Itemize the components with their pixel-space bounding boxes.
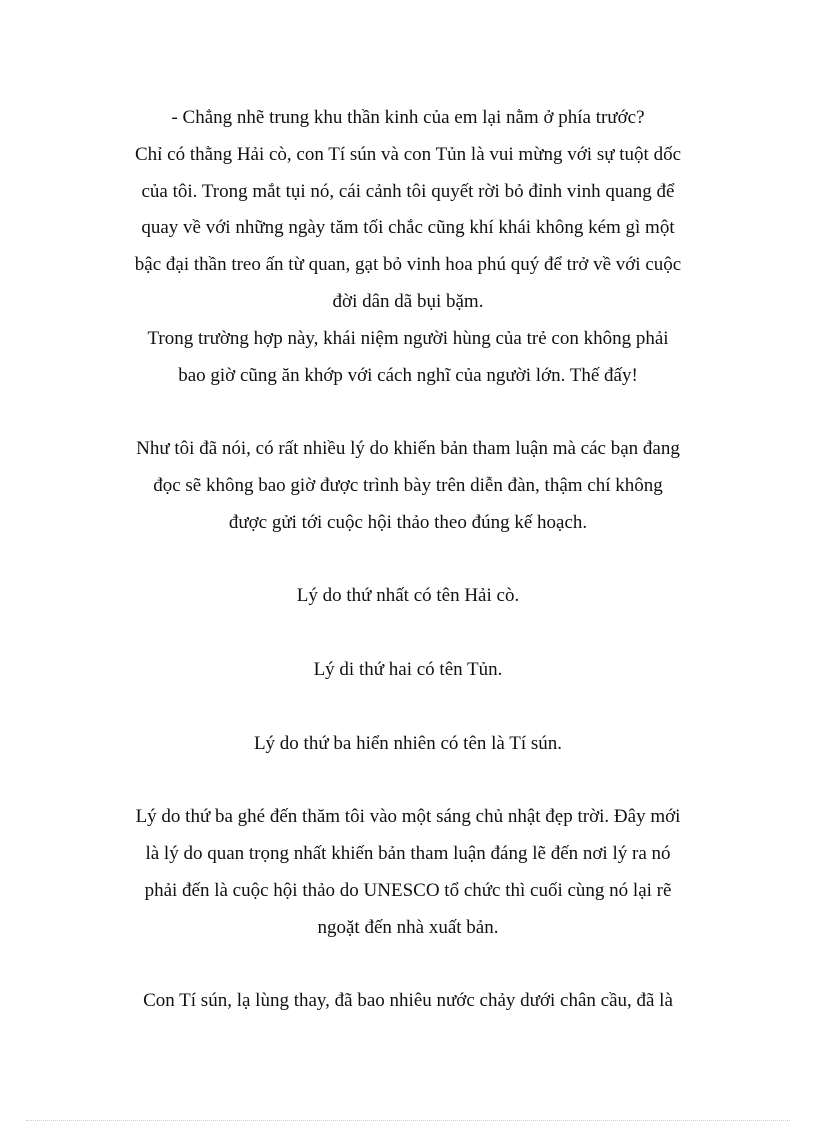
text-line: đời dân dã bụi bặm. bbox=[332, 290, 484, 312]
paragraph bbox=[100, 100, 716, 394]
paragraph bbox=[100, 726, 716, 763]
text-line: Lý do thứ ba ghé đến thăm tôi vào một sáng chủ nhật đẹp trời. Đây mới bbox=[135, 806, 681, 828]
paragraph bbox=[100, 652, 716, 689]
paragraph-gap bbox=[100, 615, 716, 652]
page-bottom-dotted-rule bbox=[26, 1120, 790, 1121]
text-line: Như tôi đã nói, có rất nhiều lý do khiến bản tham luận mà các bạn đang bbox=[136, 438, 680, 460]
paragraph bbox=[100, 983, 716, 1020]
paragraph-gap bbox=[100, 946, 716, 983]
text-line: Lý di thứ hai có tên Tủn. bbox=[313, 658, 503, 680]
text-line: - Chẳng nhẽ trung khu thần kinh của em lại nằm ở phía trước? bbox=[171, 107, 645, 128]
text-line: Lý do thứ nhất có tên Hải cò. bbox=[296, 585, 520, 607]
text-line: đọc sẽ không bao giờ được trình bày trên diễn đàn, thậm chí không bbox=[153, 474, 663, 496]
text-line: của tôi. Trong mắt tụi nó, cái cảnh tôi quyết rời bỏ đỉnh vinh quang để bbox=[141, 180, 675, 202]
paragraph bbox=[100, 431, 716, 541]
text-line: bao giờ cũng ăn khớp với cách nghĩ của người lớn. Thế đấy! bbox=[178, 364, 638, 386]
paragraph-gap bbox=[100, 689, 716, 726]
text-line: phải đến là cuộc hội thảo do UNESCO tổ chức thì cuối cùng nó lại rẽ bbox=[144, 879, 672, 901]
paragraph-gap bbox=[100, 394, 716, 431]
text-line: Chỉ có thằng Hải cò, con Tí sún và con Tủn là vui mừng với sự tuột dốc bbox=[134, 143, 682, 165]
document-body bbox=[100, 100, 716, 1020]
text-line: Trong trường hợp này, khái niệm người hùng của trẻ con không phải bbox=[147, 327, 669, 349]
text-line: là lý do quan trọng nhất khiến bản tham luận đáng lẽ đến nơi lý ra nó bbox=[145, 842, 671, 864]
text-line: Lý do thứ ba hiển nhiên có tên là Tí sún. bbox=[253, 732, 563, 754]
text-line: bậc đại thần treo ấn từ quan, gạt bỏ vinh hoa phú quý để trở về với cuộc bbox=[134, 254, 682, 276]
text-line: Con Tí sún, lạ lùng thay, đã bao nhiêu nước chảy dưới chân cầu, đã là bbox=[143, 990, 673, 1012]
text-line: được gửi tới cuộc hội thảo theo đúng kế hoạch. bbox=[228, 511, 588, 533]
paragraph-gap bbox=[100, 762, 716, 799]
paragraph-gap bbox=[100, 542, 716, 579]
text-line: ngoặt đến nhà xuất bản. bbox=[317, 916, 499, 938]
paragraph bbox=[100, 799, 716, 946]
paragraph bbox=[100, 578, 716, 615]
text-line: quay về với những ngày tăm tối chắc cũng khí khái không kém gì một bbox=[141, 217, 675, 239]
